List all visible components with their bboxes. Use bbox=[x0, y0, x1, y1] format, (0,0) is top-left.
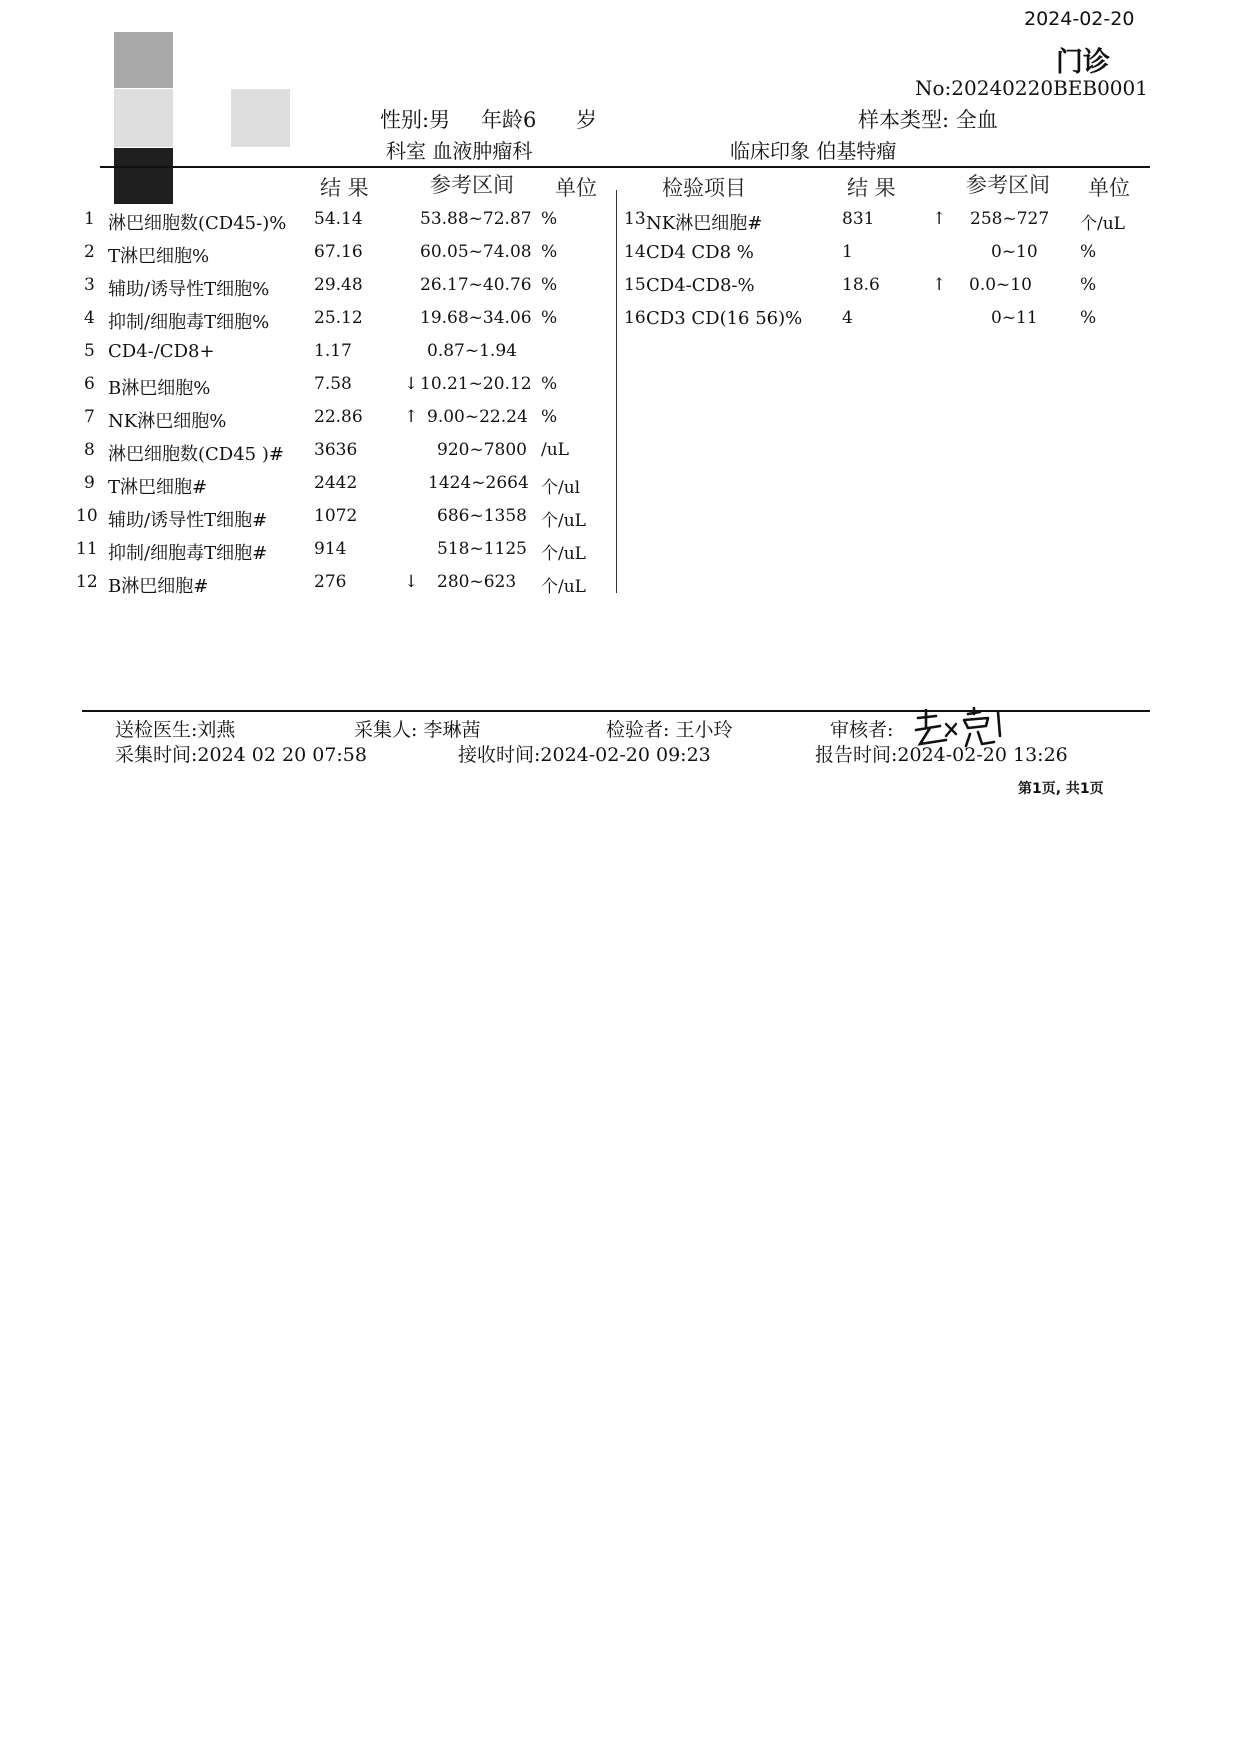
test-name: 淋巴细胞数(CD45 )# bbox=[108, 444, 284, 465]
row-number: 5 bbox=[84, 341, 95, 361]
redacted-logo-block bbox=[114, 89, 173, 147]
result-row bbox=[0, 440, 616, 468]
unit: % bbox=[1080, 275, 1097, 295]
row-number: 14 bbox=[624, 242, 646, 262]
header-rule bbox=[100, 166, 1150, 168]
report-number: No:20240220BEB0001 bbox=[915, 76, 1148, 100]
result-value: 22.86 bbox=[314, 407, 363, 427]
result-value: 18.6 bbox=[842, 275, 880, 295]
receive-time: 接收时间:2024-02-20 09:23 bbox=[458, 744, 711, 766]
test-name: 淋巴细胞数(CD45-)% bbox=[108, 213, 287, 234]
test-name: 辅助/诱导性T细胞# bbox=[108, 510, 268, 531]
unit: 个/uL bbox=[1080, 214, 1125, 234]
result-row bbox=[0, 473, 616, 501]
row-number: 2 bbox=[84, 242, 95, 262]
clinic-type: 门诊 bbox=[1056, 47, 1110, 78]
unit: % bbox=[541, 209, 558, 229]
reference-range: 10.21~20.12 bbox=[420, 374, 532, 394]
col-unit-left: 单位 bbox=[555, 176, 597, 200]
reference-range: 686~1358 bbox=[437, 506, 527, 526]
reference-range: 9.00~22.24 bbox=[427, 407, 528, 427]
col-range-right: 参考区间 bbox=[966, 173, 1050, 197]
redacted-logo-block bbox=[114, 32, 173, 88]
report-time: 报告时间:2024-02-20 13:26 bbox=[815, 744, 1068, 766]
result-value: 831 bbox=[842, 209, 875, 229]
reference-range: 518~1125 bbox=[437, 539, 527, 559]
test-name: CD4 CD8 % bbox=[646, 242, 754, 263]
col-result-right: 结 果 bbox=[847, 176, 896, 200]
test-name: B淋巴细胞# bbox=[108, 576, 209, 597]
test-name: T淋巴细胞# bbox=[108, 477, 208, 498]
patient-gender: 性别:男 bbox=[380, 108, 451, 132]
row-number: 4 bbox=[84, 308, 95, 328]
result-value: 25.12 bbox=[314, 308, 363, 328]
row-number: 9 bbox=[84, 473, 95, 493]
patient-age-unit: 岁 bbox=[576, 108, 597, 132]
row-number: 12 bbox=[76, 572, 98, 592]
result-value: 276 bbox=[314, 572, 347, 592]
row-number: 15 bbox=[624, 275, 646, 295]
unit: % bbox=[541, 374, 558, 394]
result-value: 3636 bbox=[314, 440, 358, 460]
test-name: 辅助/诱导性T细胞% bbox=[108, 279, 270, 300]
abnormal-flag: ↑ bbox=[404, 407, 419, 427]
row-number: 11 bbox=[76, 539, 98, 559]
result-row bbox=[0, 242, 616, 270]
abnormal-flag: ↑ bbox=[932, 209, 947, 229]
col-item-right: 检验项目 bbox=[662, 176, 746, 200]
reference-range: 53.88~72.87 bbox=[420, 209, 532, 229]
specimen-type: 样本类型: 全血 bbox=[858, 108, 998, 132]
unit: % bbox=[541, 242, 558, 262]
reference-range: 0.87~1.94 bbox=[427, 341, 517, 361]
row-number: 3 bbox=[84, 275, 95, 295]
result-row bbox=[616, 308, 1150, 336]
result-value: 29.48 bbox=[314, 275, 363, 295]
row-number: 13 bbox=[624, 209, 646, 229]
abnormal-flag: ↑ bbox=[932, 275, 947, 295]
redacted-name-block bbox=[231, 89, 290, 147]
clinical-impression: 临床印象 伯基特瘤 bbox=[730, 139, 897, 163]
redacted-logo-block bbox=[114, 148, 173, 204]
reference-range: 26.17~40.76 bbox=[420, 275, 532, 295]
unit: % bbox=[1080, 242, 1097, 262]
unit: /uL bbox=[541, 440, 569, 460]
reference-range: 60.05~74.08 bbox=[420, 242, 532, 262]
test-name: CD3 CD(16 56)% bbox=[646, 308, 803, 329]
result-row bbox=[616, 209, 1150, 237]
reference-range: 258~727 bbox=[970, 209, 1050, 229]
result-row bbox=[0, 407, 616, 435]
print-date: 2024-02-20 bbox=[1024, 8, 1135, 30]
result-row bbox=[0, 308, 616, 336]
result-value: 1 bbox=[842, 242, 853, 262]
reference-range: 1424~2664 bbox=[428, 473, 529, 493]
unit: % bbox=[1080, 308, 1097, 328]
reference-range: 280~623 bbox=[437, 572, 517, 592]
test-name: CD4-/CD8+ bbox=[108, 341, 215, 362]
result-row bbox=[0, 374, 616, 402]
unit: % bbox=[541, 407, 558, 427]
unit: 个/ul bbox=[541, 478, 581, 498]
unit: 个/uL bbox=[541, 544, 586, 564]
row-number: 16 bbox=[624, 308, 646, 328]
result-value: 4 bbox=[842, 308, 853, 328]
abnormal-flag: ↓ bbox=[404, 374, 419, 394]
result-row bbox=[0, 572, 616, 600]
unit: 个/uL bbox=[541, 511, 586, 531]
result-row bbox=[616, 275, 1150, 303]
test-name: T淋巴细胞% bbox=[108, 246, 210, 267]
reference-range: 920~7800 bbox=[437, 440, 527, 460]
row-number: 10 bbox=[76, 506, 98, 526]
result-row bbox=[616, 242, 1150, 270]
result-value: 2442 bbox=[314, 473, 358, 493]
result-value: 67.16 bbox=[314, 242, 363, 262]
page-indicator: 第1页, 共1页 bbox=[1018, 781, 1104, 797]
col-result-left: 结 果 bbox=[320, 176, 369, 200]
row-number: 7 bbox=[84, 407, 95, 427]
result-row bbox=[0, 275, 616, 303]
reference-range: 0~10 bbox=[991, 242, 1038, 262]
result-row bbox=[0, 341, 616, 369]
row-number: 8 bbox=[84, 440, 95, 460]
test-name: 抑制/细胞毒T细胞# bbox=[108, 543, 268, 564]
row-number: 6 bbox=[84, 374, 95, 394]
requesting-doctor: 送检医生:刘燕 bbox=[115, 719, 236, 741]
row-number: 1 bbox=[84, 209, 95, 229]
patient-age: 年龄6 bbox=[481, 108, 537, 132]
col-range-left: 参考区间 bbox=[430, 173, 514, 197]
unit: % bbox=[541, 275, 558, 295]
unit: 个/uL bbox=[541, 577, 586, 597]
col-unit-right: 单位 bbox=[1088, 176, 1130, 200]
result-value: 1072 bbox=[314, 506, 358, 526]
result-value: 914 bbox=[314, 539, 347, 559]
result-row bbox=[0, 539, 616, 567]
test-name: B淋巴细胞% bbox=[108, 378, 211, 399]
reviewer-label: 审核者: bbox=[830, 719, 894, 741]
result-row bbox=[0, 209, 616, 237]
unit: % bbox=[541, 308, 558, 328]
test-name: 抑制/细胞毒T细胞% bbox=[108, 312, 270, 333]
reference-range: 0.0~10 bbox=[969, 275, 1032, 295]
tester: 检验者: 王小玲 bbox=[606, 719, 733, 741]
result-value: 54.14 bbox=[314, 209, 363, 229]
test-name: NK淋巴细胞# bbox=[646, 213, 763, 234]
reference-range: 19.68~34.06 bbox=[420, 308, 532, 328]
collect-time: 采集时间:2024 02 20 07:58 bbox=[115, 744, 367, 766]
test-name: NK淋巴细胞% bbox=[108, 411, 227, 432]
department: 科室 血液肿瘤科 bbox=[386, 139, 533, 163]
result-value: 7.58 bbox=[314, 374, 352, 394]
test-name: CD4-CD8-% bbox=[646, 275, 755, 296]
result-row bbox=[0, 506, 616, 534]
reference-range: 0~11 bbox=[991, 308, 1038, 328]
result-value: 1.17 bbox=[314, 341, 352, 361]
abnormal-flag: ↓ bbox=[404, 572, 419, 592]
collector: 采集人: 李琳茜 bbox=[354, 719, 481, 741]
